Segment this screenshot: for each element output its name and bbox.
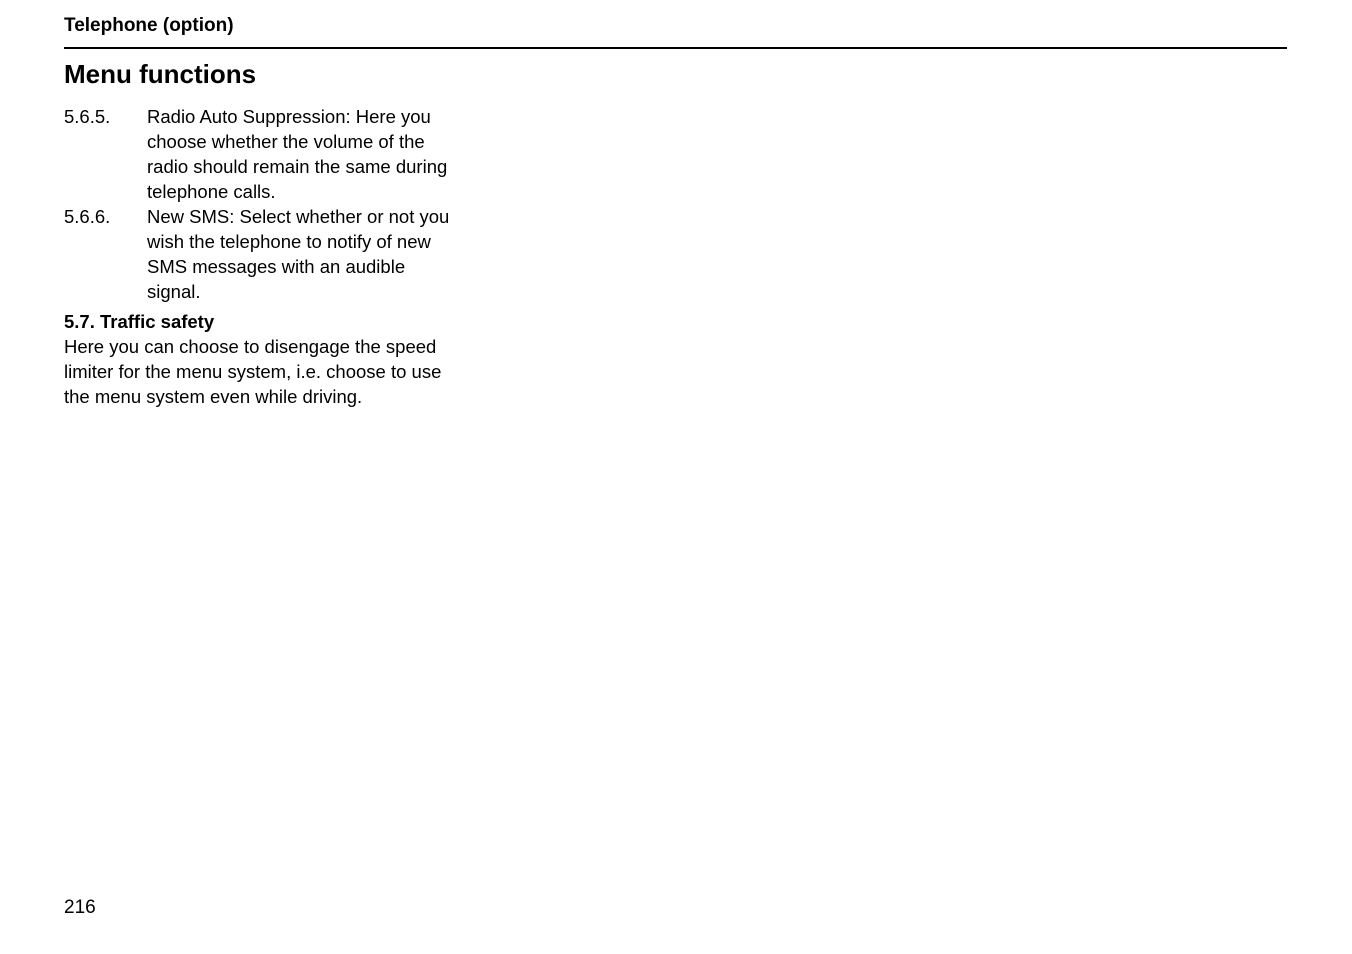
header-divider [64,47,1287,49]
section-heading-traffic-safety: 5.7. Traffic safety [64,311,215,332]
list-item-text: Radio Auto Suppression: Here you choose whether the volume of the radio should remain the same during telephone calls. [147,106,448,202]
list-item-5-6-6 [64,204,454,304]
running-header: Telephone (option) [64,15,234,36]
main-content [64,104,454,409]
list-item-5-6-5 [64,104,454,204]
page-title: Menu functions [64,59,257,89]
list-item-number: 5.6.5. [64,106,111,127]
section-body-traffic-safety: Here you can choose to disengage the speed limiter for the menu system, i.e. choose to use the menu system even while driving. [64,336,442,407]
list-item-text: New SMS: Select whether or not you wish the telephone to notify of new SMS messages with an audible signal. [147,206,450,302]
page-number: 216 [64,897,96,918]
list-item-number: 5.6.6. [64,206,111,227]
